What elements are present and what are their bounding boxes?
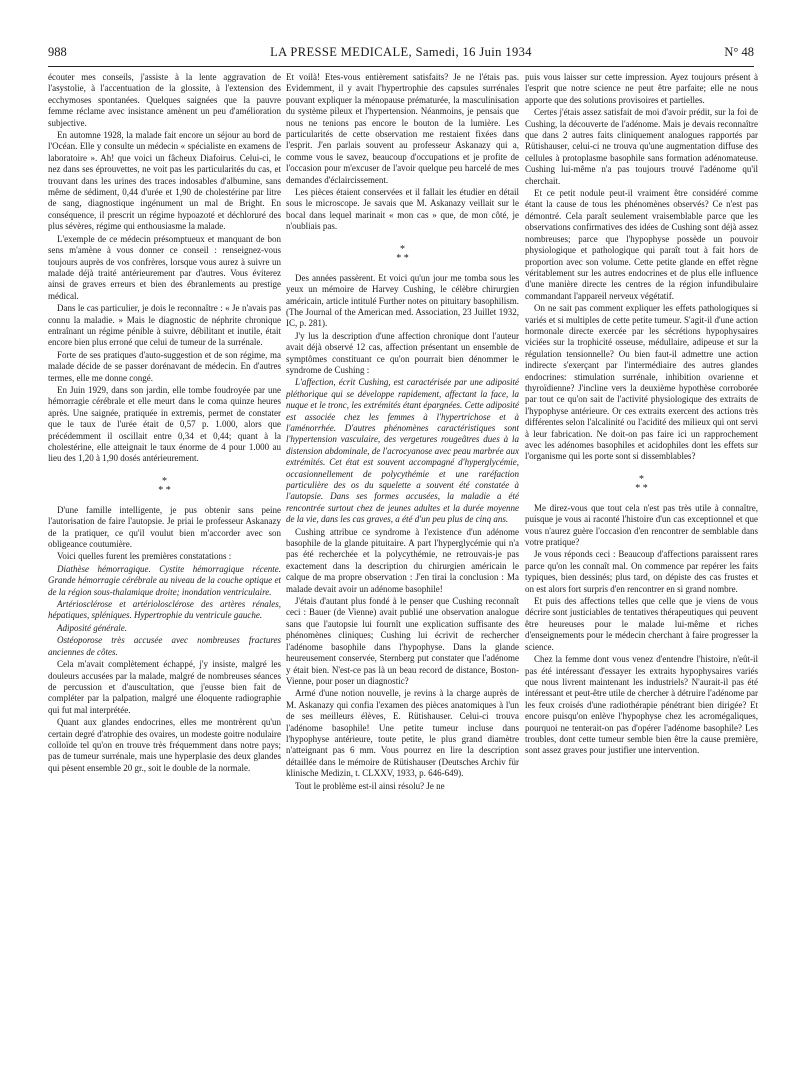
- paragraph: Et ce petit nodule peut-il vraiment être considéré comme étant la cause de tous les phénomènes observés? Ce n'est pas démontré. Cela paraît seulement vraisemblable parce que les observations confirmatives des idées de Cushing sont déjà assez nombreuses; parce que l'hypophyse possède un pouvoir physiologique et pathologique qui paraît tout à fait hors de proportion avec son volume. Cette petite glande en effet règne véritablement sur les autres endocrines et de plus elle influence d'une manière directe les centres de la région infundibulaire commandant l'appareil nerveux végétatif.: [525, 188, 758, 301]
- paragraph: Dans le cas particulier, je dois le reconnaître : « Je n'avais pas connu la maladie. » Mais le diagnostic de néphrite chronique entraînant un régime pénible à suivre, débilitant et inutile, était encore bien plus erroné que celui de tumeur de la surrénale.: [48, 303, 281, 348]
- section-separator: * * *: [158, 475, 171, 496]
- paragraph: Certes j'étais assez satisfait de moi d'avoir prédit, sur la foi de Cushing, la découverte de l'adénome. Mais je devais reconnaître que dans 2 autres faits cliniquement analogues rapportés par Rütishauser, celui-ci ne trouva qu'une augmentation diffuse des cellules à protoplasme basophile sans formation adénomateuse. Cushing lui-même n'a pas toujours trouvé l'adénome qu'il cherchait.: [525, 107, 758, 186]
- cushing-quote: L'affection, écrit Cushing, est caractérisée par une adiposité pléthorique qui se développe rapidement, affectant la face, la nuque et le tronc, les extrémités étant épargnées. Cette adiposité est associée chez les femmes à l'hypertrichose et à l'aménorrhée. D'autres phénomènes caractéristiques sont l'hypertension vasculaire, des vergetures rougeâtres dues à la distension abdominale, de l'acrocyanose avec peau marbrée aux extrémités. Cet état est souvent accompagné d'hyperglycémie, occasionnellement de polycythémie et une raréfaction particulière des os du squelette a souvent été constatée à l'autopsie. Dans ses formes accusées, la maladie a été rencontrée surtout chez de jeunes adultes et la durée moyenne de la vie, dans les cas graves, a été d'un peu plus de cinq ans.: [286, 377, 519, 525]
- paragraph: puis vous laisser sur cette impression. Ayez toujours présent à l'esprit que notre science ne peut être parfaite; elle ne nous apporte que des solutions provisoires et partielles.: [525, 72, 758, 105]
- running-header: [48, 45, 754, 65]
- paragraph: En Juin 1929, dans son jardin, elle tombe foudroyée par une hémorragie cérébrale et elle meurt dans le coma quinze heures après. Une saignée, pratiquée in extremis, permet de constater que le taux de l'urée était de 0,57 p. 1.000, alors que précédemment il oscillait entre 0,34 et 0,44; quant à la cholestérine, elle atteignait le taux énorme de 4 pour 1.000 au lieu des 1,20 à 1,90 dosés antérieurement.: [48, 384, 281, 464]
- section-separator: * * *: [635, 473, 648, 494]
- paragraph: L'exemple de ce médecin présomptueux et manquant de bon sens m'amène à vous donner ce conseil : renseignez-vous toujours auprès de vos confrères, lorsque vous aurez à suivre un malade déjà traité antérieurement par d'autres. Vous éviterez ainsi de graves erreurs et bien des ébranlements au prestige médical.: [48, 233, 281, 301]
- paragraph: écouter mes conseils, j'assiste à la lente aggravation de l'asystolie, à l'accentuation de la glossite, à l'extension des ecchymoses spontanées. Quelques saignées que la pauvre femme réclame avec insistance amènent un peu d'amélioration subjective.: [48, 72, 281, 128]
- paragraph: Me direz-vous que tout cela n'est pas très utile à connaître, puisque je vous ai raconté l'histoire d'un cas exceptionnel et que vous n'aurez guère l'occasion d'en rencontrer de semblable dans votre pratique?: [525, 502, 758, 548]
- paragraph: Je vous réponds ceci : Beaucoup d'affections paraissent rares parce qu'on les connaît mal. On commence par repérer les faits typiques, bien dessinés; plus tard, on dépiste des cas frustes et on est alors fort surpris d'en rencontrer en si grand nombre.: [525, 549, 758, 594]
- paragraph: Armé d'une notion nouvelle, je revins à la charge auprès de M. Askanazy qui confia l'examen des pièces anatomiques à l'un de ses meilleurs élèves, E. Rütishauser. Celui-ci trouva l'adénome basophile! Une petite tumeur incluse dans l'hypophyse antérieure, toute petite, le plus grand diamètre n'atteignant pas 6 mm. Vous pourrez en lire la description détaillée dans le mémoire de Rütishauser (Deutsches Archiv für klinische Medizin, t. CLXXV, 1933, p. 646-649).: [286, 688, 519, 779]
- paragraph: J'y lus la description d'une affection chronique dont l'auteur avait déjà observé 12 cas, affection présentant un ensemble de symptômes constituant ce qu'on pourrait bien dénommer le syndrome de Cushing :: [286, 330, 519, 375]
- column-2: [286, 72, 519, 1067]
- column-3: [525, 72, 758, 1067]
- issue-number: N° 48: [724, 45, 754, 59]
- paragraph: On ne sait pas comment expliquer les effets pathologiques si variés et si multiples de cette petite tumeur. S'agit-il d'une action hormonale directe exercée par les sécrétions hypophysaires viciées sur la trophicité osseuse, médullaire, adipeuse et sur la régulation tensionnelle? Ou bien faut-il admettre une action indirecte s'exerçant par l'intermédiaire des autres glandes endocrines: stimulation surrénale, inhibition ovarienne et thyroïdienne? J'incline vers la deuxième hypothèse corroborée par tout ce qu'on sait de l'activité physiologique des extraits de l'hypophyse antérieure. Or ces extraits exercent des actions très différentes selon l'alcalinité ou l'acidité des milieux qui ont servi à leur fabrication. Ne doit-on pas faire ici un rapprochement avec les adénomes basophiles et acidophiles dont les effets sur l'organisme qui les porte sont si dissemblables?: [525, 303, 758, 462]
- autopsy-finding: Artériosclérose et artériolosclérose des artères rénales, hépatiques, spléniques. Hypertrophie du ventricule gauche.: [48, 599, 281, 621]
- paragraph: Cushing attribue ce syndrome à l'existence d'un adénome basophile de la glande pituitaire. A part l'hyperglycémie qui n'a pas été recherchée et la polycythémie, ne retrouvais-je pas exactement dans la description du chirurgien américain le calque de ma propre observation : J'en tirai la conclusion : Ma malade devait avoir un adénome basophile!: [286, 526, 519, 594]
- paragraph: Tout le problème est-il ainsi résolu? Je ne: [295, 780, 445, 791]
- paragraph: Cela m'avait complètement échappé, j'y insiste, malgré les douleurs accusées par la malade, malgré de nombreuses séances de percussion et d'auscultation, que j'eusse bien fait de compléter par la palpation, malgré une éloquente radiographie qui fut mal interprétée.: [48, 659, 281, 715]
- paragraph: Des années passèrent. Et voici qu'un jour me tomba sous les yeux un mémoire de Harvey Cushing, le célèbre chirurgien américain, article intitulé Further notes on pituitary basophilism. (The Journal of the American med. Association, 23 Juillet 1932, IC, p. 281).: [286, 272, 519, 329]
- paragraph: Chez la femme dont vous venez d'entendre l'histoire, n'eût-il pas été intéressant d'essayer les extraits hypophysaires variés que nous livrent maintenant les industriels? N'aurait-il pas été intéressant et peut-être utile de chercher à détruire l'adénome par les feux croisés d'une radiothérapie pénétrant bien dirigée? Et encore puisqu'on enlève l'hypophyse chez les acromégaliques, pourquoi ne tenterait-on pas d'opérer l'adénome basophile? Les troubles, dont cette tumeur semble bien être la cause première, sont assez graves pour justifier une intervention.: [525, 654, 758, 756]
- journal-title: LA PRESSE MEDICALE, Samedi, 16 Juin 1934: [270, 45, 532, 59]
- paragraph: Les pièces étaient conservées et il fallait les étudier en détail sous le microscope. Je savais que M. Askanazy veillait sur le bocal dans lequel marinait « mon cas » que, de mon côté, je n'oubliais pas.: [286, 187, 519, 232]
- autopsy-finding: Ostéoporose très accusée avec nombreuses fractures anciennes de côtes.: [48, 635, 281, 657]
- paragraph: Voici quelles furent les premières constatations :: [57, 551, 232, 562]
- paragraph: En automne 1928, la malade fait encore un séjour au bord de l'Océan. Elle y consulte un médecin « spécialiste en examens de laboratoire ». Ah! que voici un fâcheux Diafoirus. Celui-ci, le nez dans ses éprouvettes, ne voit pas les particularités du cas, et trouvant dans les urines des traces indosables d'albumine, sans même de sédiment, 0,44 d'urée et 1,90 de cholestérine par litre de sang, diagnostique ingénument un mal de Bright. En conséquence, il prescrit un régime hypoazoté et déchloruré des plus sévères, régime qui enthousiasme la malade.: [48, 130, 281, 232]
- paragraph: Et voilà! Etes-vous entièrement satisfaits? Je ne l'étais pas. Evidemment, il y avait l'hypertrophie des capsules surrénales pouvant expliquer la ménopause prématurée, la masculinisation du système pileux et l'hypertension. Néanmoins, je pensais que nous ne tenions pas encore le bouton de la lumière. Les particularités de cette observation me restaient fixées dans l'esprit. J'en parlais souvent au professeur Askanazy qui a, comme vous le savez, beaucoup d'occupations et je profite de l'occasion pour m'excuser de l'avoir quelque peu harcelé de mes demandes d'éclaircissement.: [286, 72, 519, 185]
- paragraph: D'une famille intelligente, je pus obtenir sans peine l'autorisation de faire l'autopsie. Je priai le professeur Askanazy de la pratiquer, ce qu'il voulut bien m'accorder avec son obligeance coutumière.: [48, 504, 281, 550]
- column-1: [48, 72, 281, 1067]
- header-rule: [48, 66, 754, 67]
- section-separator: * * *: [396, 243, 409, 264]
- paragraph: Forte de ses pratiques d'auto-suggestion et de son régime, ma malade décide de se passer dorénavant de médecin. En d'autres termes, elle me donne congé.: [48, 349, 281, 383]
- autopsy-finding: Diathèse hémorragique. Cystite hémorragique récente. Grande hémorragie cérébrale au niveau de la couche optique et de la région sous-thalamique droite; inondation ventriculaire.: [48, 563, 281, 597]
- paragraph: Quant aux glandes endocrines, elles me montrèrent qu'un certain degré d'atrophie des ovaires, un modeste goitre nodulaire colloïde tel qu'on en trouve très fréquemment dans notre pays; pas de tumeur surrénale, mais une hyperplasie des deux glandes qui pèsent ensemble 20 gr., soit le double de la normale.: [48, 717, 281, 773]
- paragraph: J'étais d'autant plus fondé à le penser que Cushing reconnaît ceci : Bauer (de Vienne) avait publié une observation analogue sans que l'autopsie lui fournît une explication suffisante des phénomènes cliniques; Cushing lui écrivit de rechercher l'adénome basophile dans l'hypophyse. Dans la glande heureusement conservée, Sternberg put constater que l'adénome y était bien. N'est-ce pas là un beau record de distance, Boston-Vienne, pour poser un diagnostic?: [286, 596, 519, 686]
- paragraph: Et puis des affections telles que celle que je viens de vous décrire sont justiciables de tentatives thérapeutiques qui peuvent être heureuses pour le malade lui-même et riches d'enseignements pour le médecin cherchant à faire progresser la science.: [525, 596, 758, 652]
- autopsy-finding: Adiposité générale.: [57, 622, 127, 633]
- page-number: 988: [48, 45, 67, 59]
